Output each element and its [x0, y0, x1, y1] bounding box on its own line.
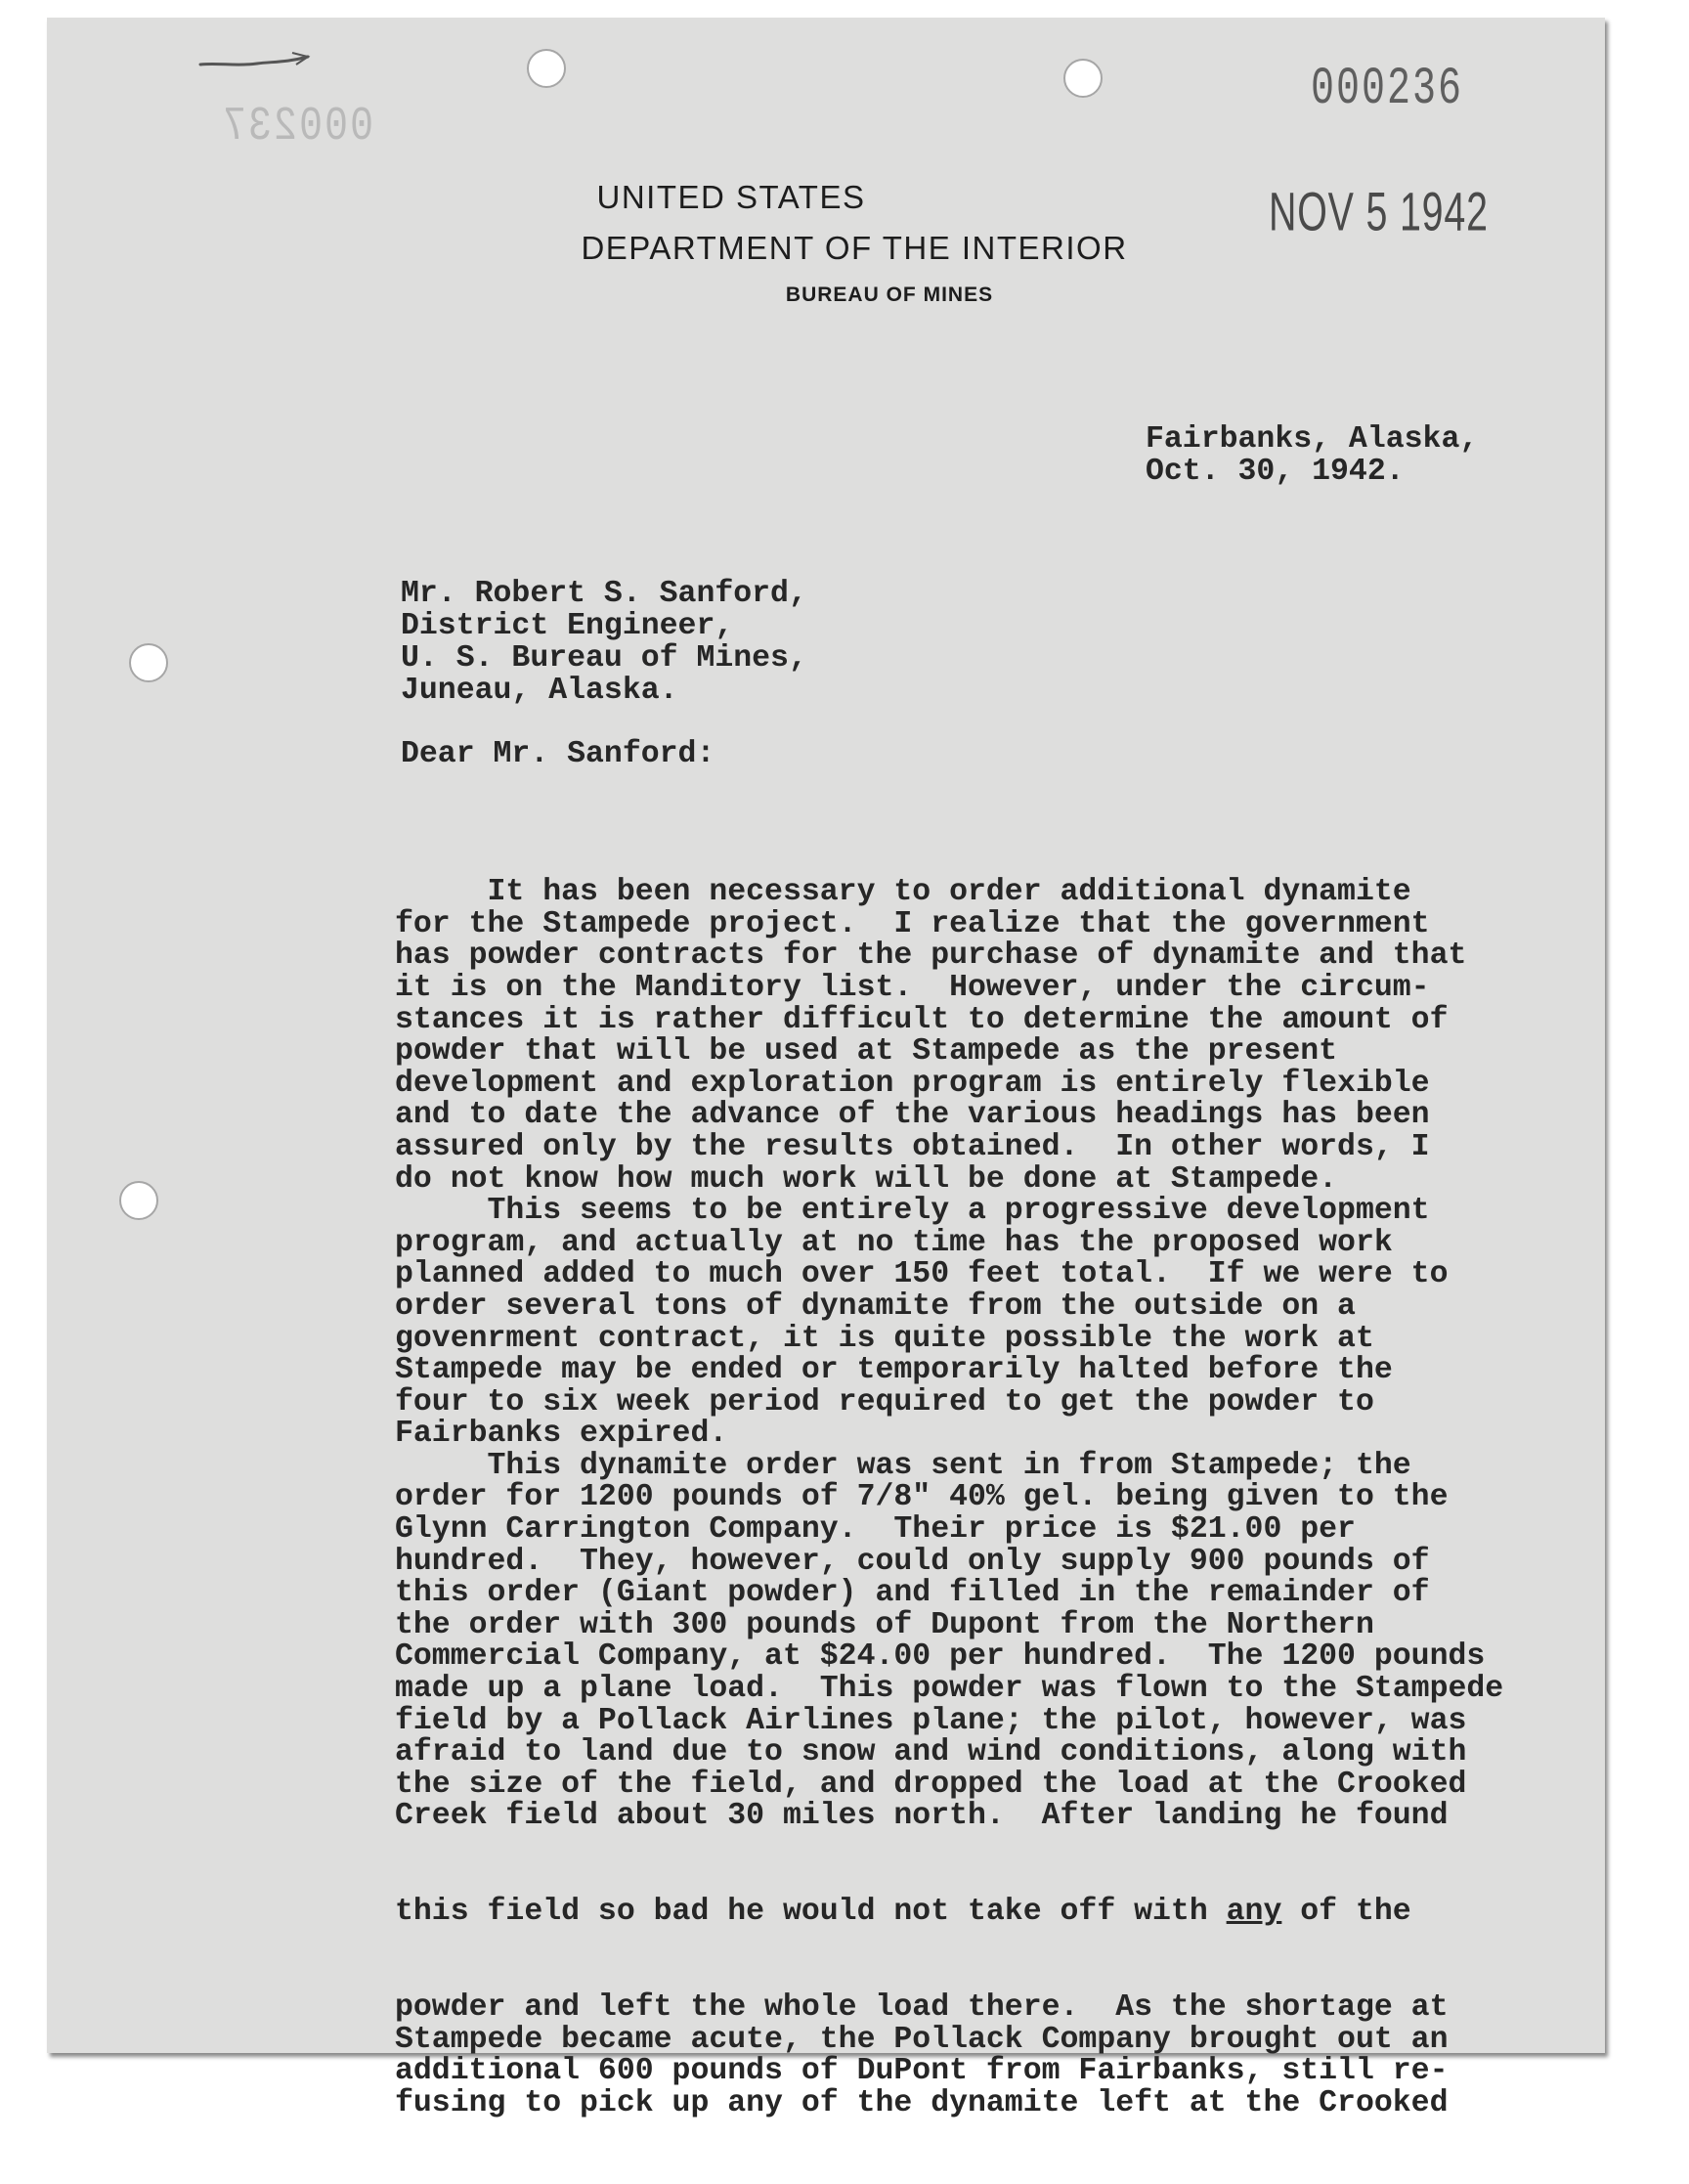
- dateline: [1146, 423, 1478, 488]
- body-line: stances it is rather difficult to determine the amount of: [395, 1002, 1449, 1037]
- body-line: Commercial Company, at $24.00 per hundred. The 1200 pounds: [395, 1639, 1486, 1675]
- body-line: hundred. They, however, could only supply 900 pounds of: [395, 1544, 1430, 1579]
- recipient-address: [401, 578, 807, 707]
- body-line: the size of the field, and dropped the load at the Crooked: [395, 1767, 1467, 1802]
- body-line: Stampede became acute, the Pollack Company brought out an: [395, 2022, 1449, 2057]
- body-line: Creek field about 30 miles north. After landing he found: [395, 1799, 1449, 1834]
- letterhead-line-3: BUREAU OF MINES: [785, 284, 994, 306]
- body-line: This dynamite order was sent in from Stampede; the: [395, 1448, 1411, 1483]
- letterhead-line-1: UNITED STATES: [596, 179, 866, 215]
- body-line: assured only by the results obtained. In other words, I: [395, 1129, 1430, 1164]
- underlined-word: any: [1226, 1895, 1282, 1930]
- body-line: field by a Pollack Airlines plane; the pilot, however, was: [395, 1703, 1467, 1738]
- body-line: This seems to be entirely a progressive development: [395, 1194, 1430, 1229]
- body-line: additional 600 pounds of DuPont from Fairbanks, still re-: [395, 2054, 1449, 2089]
- body-line: and to date the advance of the various headings has been: [395, 1098, 1430, 1133]
- body-line-underlined: [395, 1897, 1503, 1929]
- letter-body-lines: [395, 877, 1503, 1833]
- punch-hole-top-left: [527, 49, 566, 88]
- body-line: afraid to land due to snow and wind conditions, along with: [395, 1735, 1467, 1770]
- salutation: Dear Mr. Sanford:: [401, 737, 715, 771]
- letterhead-line-2: DEPARTMENT OF THE INTERIOR: [581, 230, 1128, 266]
- file-number-stamp: 000236: [1311, 61, 1464, 120]
- body-line: powder that will be used at Stampede as the present: [395, 1034, 1338, 1070]
- recipient-name: Mr. Robert S. Sanford,: [401, 577, 807, 611]
- body-line: four to six week period required to get the powder to: [395, 1384, 1374, 1420]
- punch-hole-top-right: [1063, 59, 1103, 98]
- body-line: powder and left the whole load there. As the shortage at: [395, 1989, 1449, 2025]
- body-line: govenrment contract, it is quite possible the work at: [395, 1321, 1374, 1356]
- body-line: it is on the Manditory list. However, under the circum-: [395, 970, 1430, 1005]
- recipient-city: Juneau, Alaska.: [401, 674, 678, 708]
- body-line: order for 1200 pounds of 7/8" 40% gel. being given to the: [395, 1480, 1449, 1515]
- body-line: the order with 300 pounds of Dupont from the Northern: [395, 1607, 1374, 1642]
- body-line: order several tons of dynamite from the outside on a: [395, 1289, 1356, 1324]
- dateline-place: Fairbanks, Alaska,: [1146, 422, 1479, 457]
- received-date-stamp: NOV 5 1942: [1269, 183, 1489, 243]
- letter-body-lines-end: [395, 1989, 1503, 2120]
- body-line: Stampede may be ended or temporarily halted before the: [395, 1353, 1393, 1388]
- body-line: for the Stampede project. I realize that the government: [395, 906, 1430, 941]
- body-line: made up a plane load. This powder was flown to the Stampede: [395, 1672, 1504, 1707]
- body-line: Glynn Carrington Company. Their price is $21.00 per: [395, 1512, 1356, 1548]
- punch-hole-left-lower: [119, 1181, 158, 1220]
- body-line: fusing to pick up any of the dynamite left at the Crooked: [395, 2085, 1449, 2120]
- file-number-bleedthrough: 000237: [221, 101, 374, 154]
- body-line: planned added to much over 150 feet total. If we were to: [395, 1257, 1449, 1292]
- recipient-title: District Engineer,: [401, 609, 734, 643]
- underlined-line-after: of the: [1281, 1895, 1411, 1930]
- dateline-date: Oct. 30, 1942.: [1146, 455, 1405, 489]
- body-line: this order (Giant powder) and filled in the remainder of: [395, 1576, 1430, 1611]
- body-line: It has been necessary to order additional dynamite: [395, 875, 1411, 910]
- letter-body: [395, 813, 1503, 2184]
- letter-page: [47, 18, 1605, 2120]
- body-line: Fairbanks expired.: [395, 1417, 728, 1452]
- recipient-org: U. S. Bureau of Mines,: [401, 641, 807, 676]
- punch-hole-left-upper: [129, 643, 168, 682]
- pencil-mark-icon: [198, 45, 316, 74]
- body-line: program, and actually at no time has the proposed work: [395, 1225, 1393, 1260]
- body-line: do not know how much work will be done at Stampede.: [395, 1161, 1338, 1197]
- underlined-line-before: this field so bad he would not take off with: [395, 1895, 1227, 1930]
- body-line: development and exploration program is entirely flexible: [395, 1066, 1430, 1101]
- body-line: has powder contracts for the purchase of dynamite and that: [395, 939, 1467, 974]
